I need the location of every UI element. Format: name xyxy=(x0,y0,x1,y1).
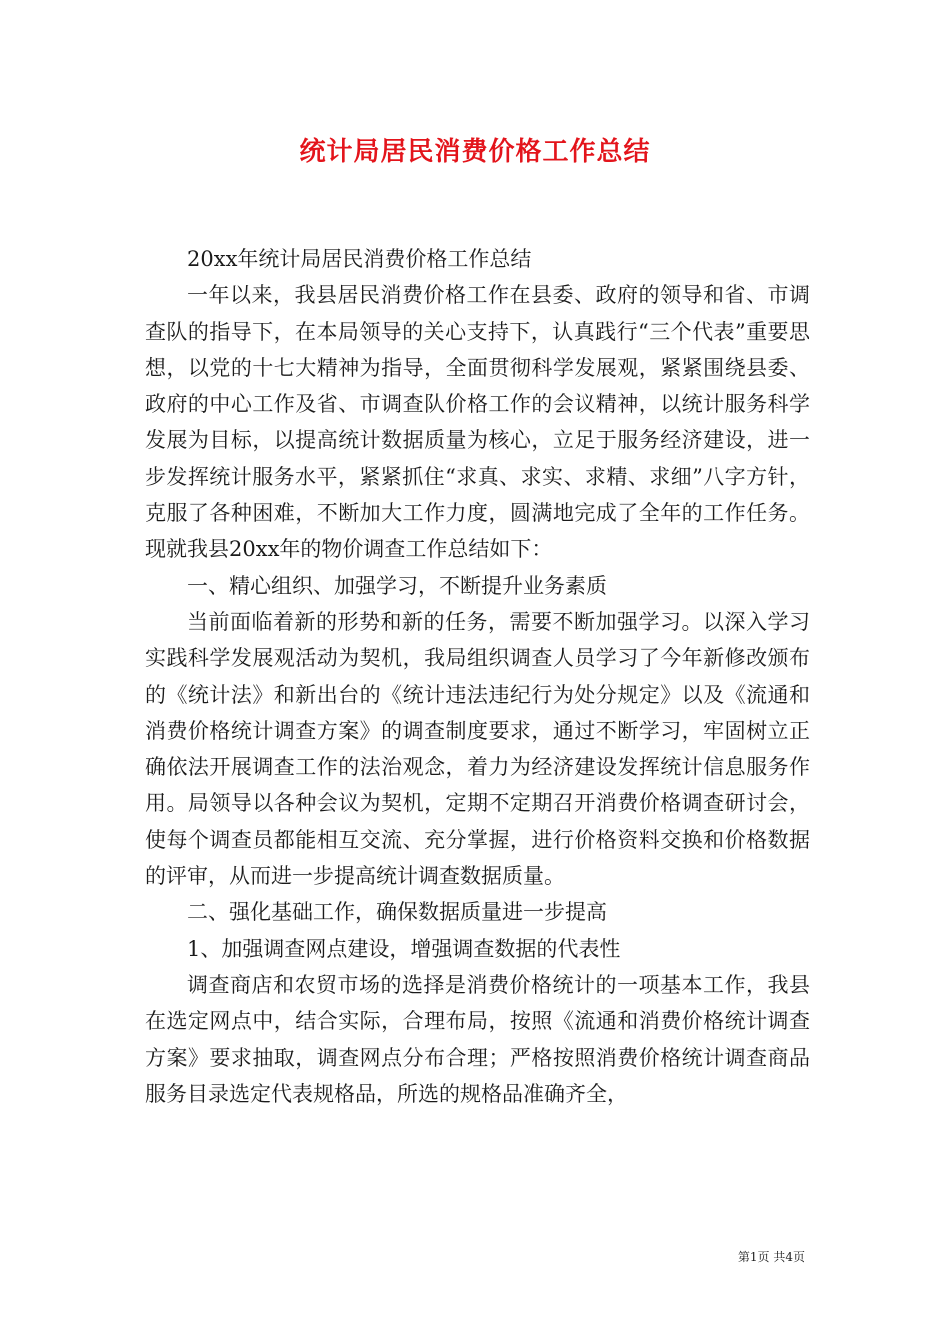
paragraph-intro: 一年以来，我县居民消费价格工作在县委、政府的领导和省、市调查队的指导下，在本局领导的关心支持下，认真践行“三个代表”重要思想，以党的十七大精神为指导，全面贯彻科学发展观，紧紧围绕县委、政府的中心工作及省、市调查队价格工作的会议精神，以统计服务科学发展为目标，以提高统计数据质量为核心，立足于服务经济建设，进一步发挥统计服务水平，紧紧抓住“求真、求实、求精、求细”八字方针，克服了各种困难，不断加大工作力度，圆满地完成了全年的工作任务。现就我县20xx年的物价调查工作总结如下： xyxy=(145,283,810,562)
subsection-heading-1: 1、加强调查网点建设，增强调查数据的代表性 xyxy=(187,936,621,961)
section-heading-1: 一、精心组织、加强学习，不断提升业务素质 xyxy=(187,573,607,598)
section-heading-2: 二、强化基础工作，确保数据质量进一步提高 xyxy=(187,900,607,925)
page-number: 第1页 共4页 xyxy=(737,1250,805,1264)
paragraph-subtitle: 20xx年统计局居民消费价格工作总结 xyxy=(187,247,532,271)
document-title: 统计局居民消费价格工作总结 xyxy=(299,137,651,167)
document-body xyxy=(145,241,810,1112)
paragraph-section-1: 当前面临着新的形势和新的任务，需要不断加强学习。以深入学习实践科学发展观活动为契机，我局组织调查人员学习了今年新修改颁布的《统计法》和新出台的《统计违法违纪行为处分规定》以及《流通和消费价格统计调查方案》的调查制度要求，通过不断学习，牢固树立正确依法开展调查工作的法治观念，着力为经济建设发挥统计信息服务作用。局领导以各种会议为契机，定期不定期召开消费价格调查研讨会，使每个调查员都能相互交流、充分掌握，进行价格资料交换和价格数据的评审，从而进一步提高统计调查数据质量。 xyxy=(145,609,810,889)
paragraph-subsection-1: 调查商店和农贸市场的选择是消费价格统计的一项基本工作，我县在选定网点中，结合实际，合理布局，按照《流通和消费价格统计调查方案》要求抽取，调查网点分布合理；严格按照消费价格统计调查商品服务目录选定代表规格品，所选的规格品准确齐全， xyxy=(145,972,810,1106)
